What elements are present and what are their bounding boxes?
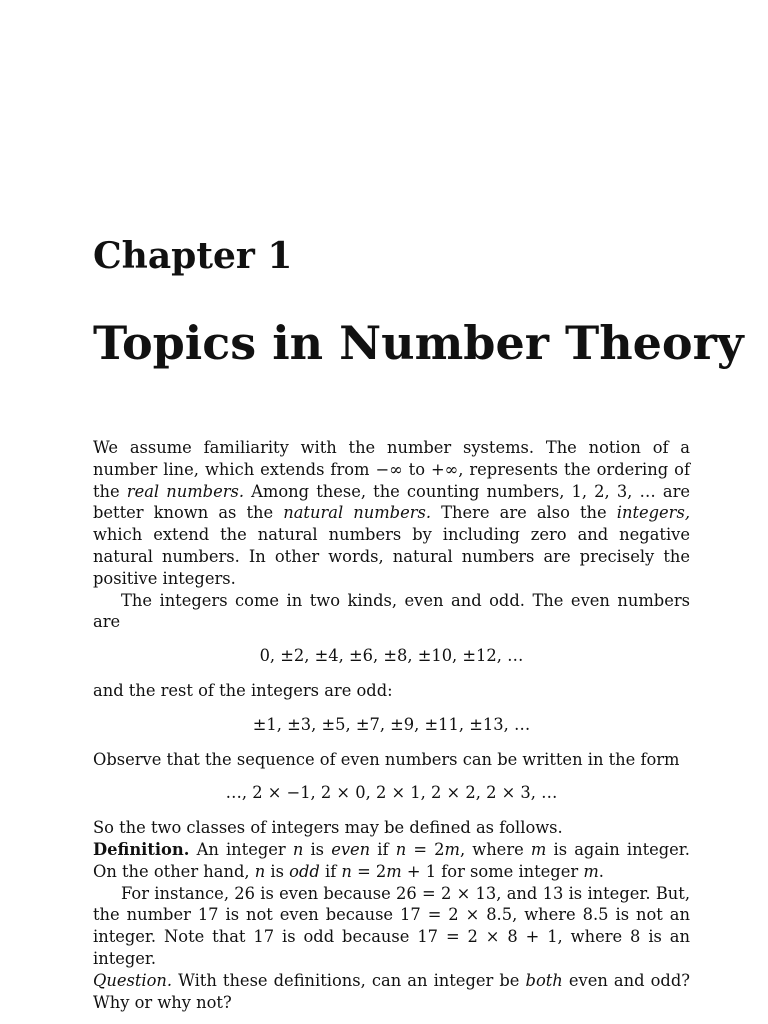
- paragraph-observe: Observe that the sequence of even numbers can be written in the form: [93, 749, 680, 769]
- body-text: [93, 437, 690, 1013]
- paragraph-classes: So the two classes of integers may be defined as follows.: [93, 818, 563, 838]
- question-label: Question.: [93, 970, 173, 990]
- display-odd-numbers: ±1, ±3, ±5, ±7, ±9, ±11, ±13, …: [252, 714, 531, 734]
- paragraph-odd-intro: and the rest of the integers are odd:: [93, 680, 393, 700]
- paragraph-even-odd: The integers come in two kinds, even and odd. The even numbers are: [93, 590, 690, 632]
- display-even-numbers: 0, ±2, ±4, ±6, ±8, ±10, ±12, …: [259, 646, 524, 666]
- term-real-numbers: real numbers.: [126, 481, 245, 501]
- chapter-title: Topics in Number Theory: [93, 316, 744, 370]
- paragraph-example: For instance, 26 is even because 26 = 2 × 13, and 13 is integer. But, the number 17 is not even because 17 = 2 × 8.5, where 8.5 is not an integer. Note that 17 is odd because 17 = 2 × 8 + 1, where 8 is an integer.: [93, 883, 690, 968]
- definition: Definition. An integer n is even if n = 2m, where m is again integer. On the other hand, n is odd if n = 2m + 1 for some integer m.: [93, 839, 690, 881]
- display-even-form: …, 2 × −1, 2 × 0, 2 × 1, 2 × 2, 2 × 3, …: [225, 783, 558, 803]
- definition-label: Definition.: [93, 839, 190, 859]
- term-natural-numbers: natural numbers.: [283, 503, 432, 523]
- chapter-label: Chapter 1: [93, 235, 293, 277]
- question: Question. With these definitions, can an integer be both even and odd? Why or why not?: [93, 970, 690, 1012]
- paragraph-intro: We assume familiarity with the number systems. The notion of a number line, which extends from −∞ to +∞, represents the ordering of the real numbers. Among these, the counting numbers, 1, 2, 3, … are better known as the natural numbers. There are also the integers, which extend the natural numbers by including zero and negative natural numbers. In other words, natural numbers are precisely the positive integers.: [93, 438, 691, 588]
- term-integers: integers,: [616, 503, 690, 523]
